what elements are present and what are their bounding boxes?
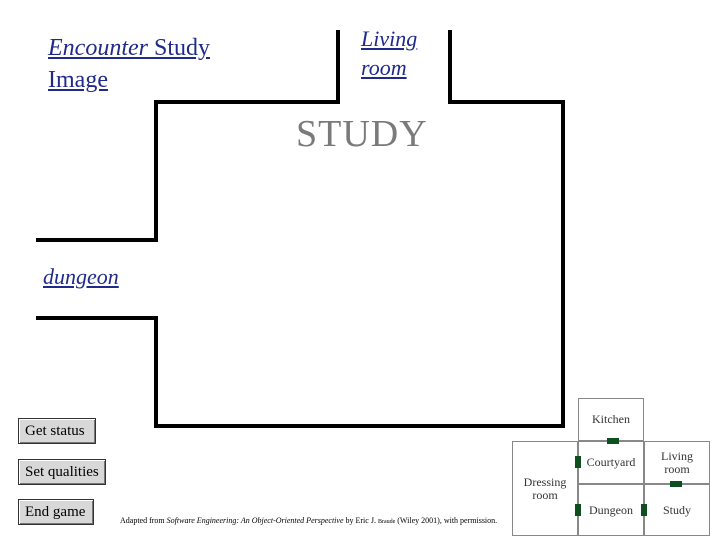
minimap-door-living-study <box>670 481 682 487</box>
credit-text <box>120 516 497 525</box>
page-title <box>48 32 210 96</box>
title-italic: Encounter <box>48 35 148 61</box>
wall-left-lower <box>154 316 158 428</box>
minimap-living-room: Living room <box>644 441 710 484</box>
set-qualities-button[interactable]: Set qualities <box>18 459 106 485</box>
minimap-dungeon: Dungeon <box>578 484 644 536</box>
minimap-door-dungeon-study <box>641 504 647 516</box>
wall-corridor-left <box>336 30 340 102</box>
wall-right <box>561 100 565 428</box>
minimap <box>512 398 712 536</box>
minimap-study: Study <box>644 484 710 536</box>
credit-by: by Eric J. <box>343 516 378 525</box>
wall-top-left <box>154 100 340 104</box>
wall-corridor-right <box>448 30 452 102</box>
wall-left-upper <box>154 100 158 242</box>
title-line2: Image <box>48 67 108 93</box>
minimap-door-dressing-courtyard <box>575 456 581 468</box>
living-room-link[interactable] <box>361 24 417 82</box>
living-room-link-line2: room <box>361 55 407 80</box>
credit-author: Braude <box>377 519 396 525</box>
living-room-link-line1: Living <box>361 26 418 51</box>
get-status-button[interactable]: Get status <box>18 418 96 444</box>
room-label: STUDY <box>296 113 428 155</box>
credit-suffix: (Wiley 2001), with permission. <box>395 516 498 525</box>
minimap-dressing-room: Dressing room <box>512 441 578 536</box>
minimap-courtyard: Courtyard <box>578 441 644 484</box>
minimap-door-kitchen-courtyard <box>607 438 619 444</box>
end-game-button[interactable]: End game <box>18 499 94 525</box>
minimap-door-dressing-dungeon <box>575 504 581 516</box>
dungeon-link[interactable]: dungeon <box>43 264 119 289</box>
wall-top-right <box>448 100 565 104</box>
credit-prefix: Adapted from <box>120 516 167 525</box>
minimap-kitchen: Kitchen <box>578 398 644 441</box>
credit-book: Software Engineering: An Object-Oriented Perspective <box>166 516 344 525</box>
title-rest: Study <box>147 35 210 61</box>
wall-passage-bottom <box>36 316 158 320</box>
wall-bottom <box>154 424 565 428</box>
wall-passage-top <box>36 238 158 242</box>
